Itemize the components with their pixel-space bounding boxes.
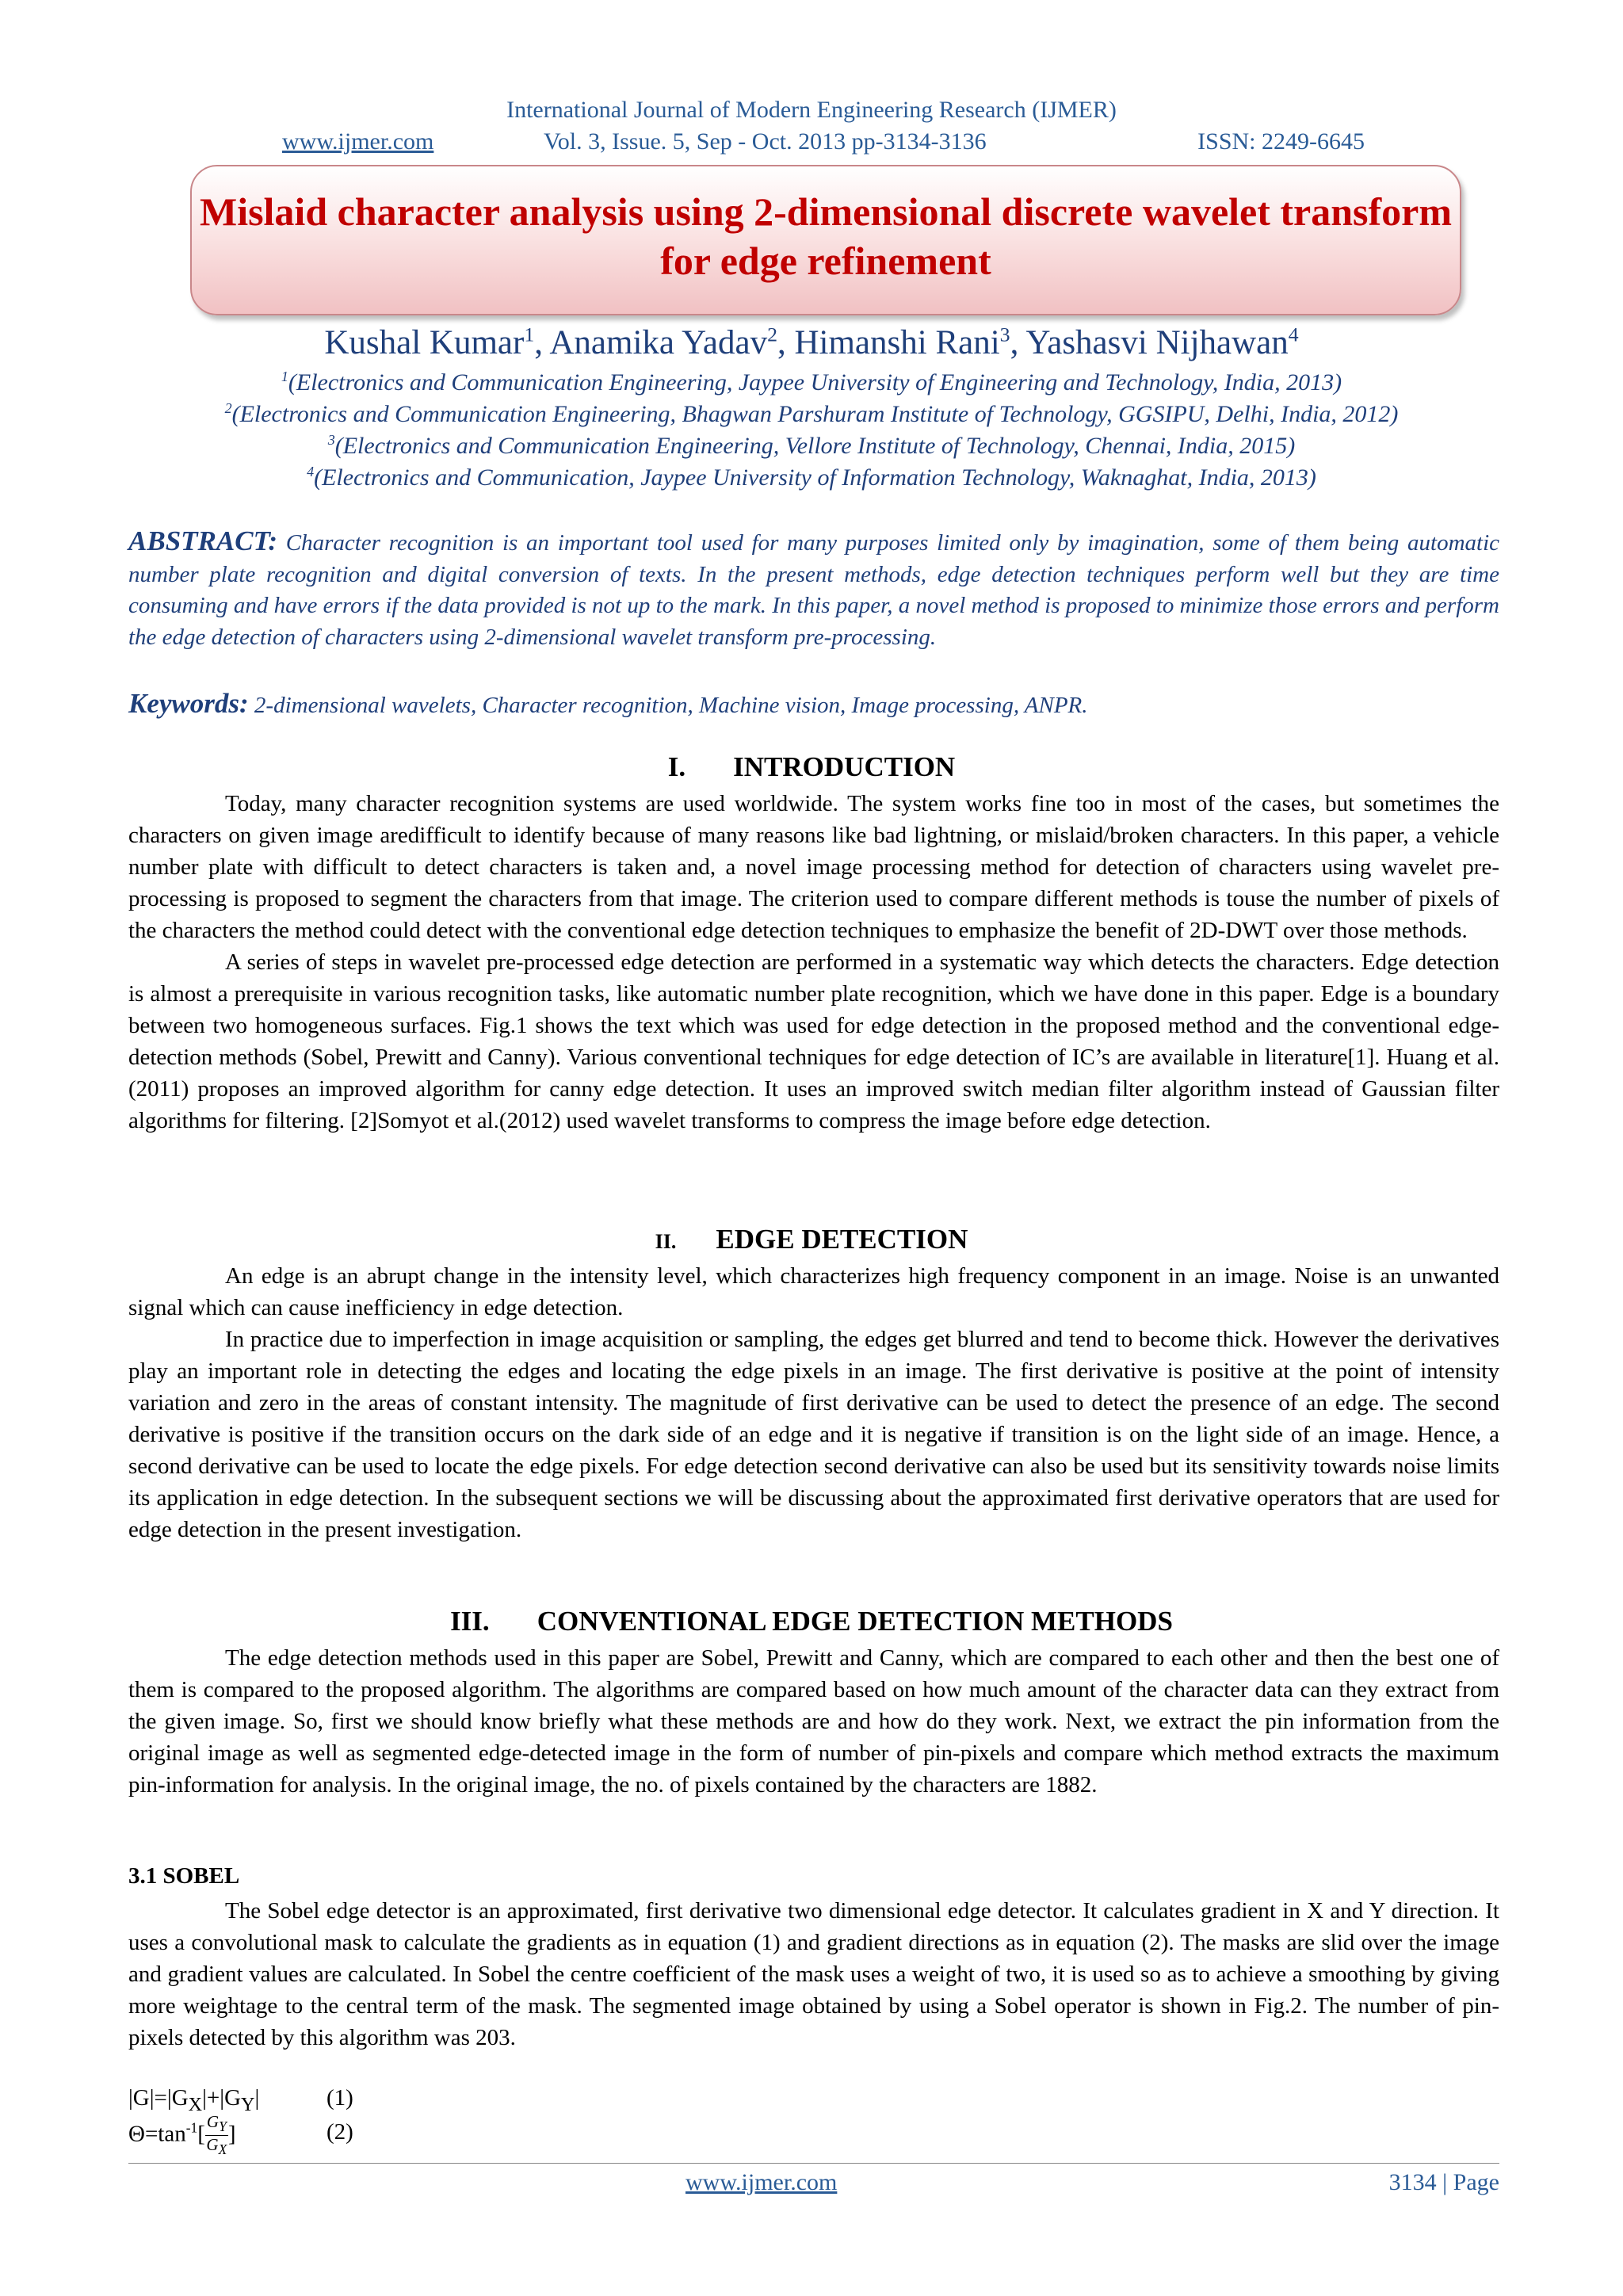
footer-url-link[interactable]: www.ijmer.com [685, 2169, 838, 2195]
section-title: EDGE DETECTION [716, 1224, 968, 1255]
author-sup: 2 [767, 323, 777, 346]
affiliation [0, 433, 1623, 460]
keywords [128, 688, 1499, 722]
affiliation [0, 401, 1623, 428]
keywords-text: 2-dimensional wavelets, Character recognition, Machine vision, Image processing, ANPR. [254, 693, 1088, 718]
affiliation-text: (Electronics and Communication Engineering, Jaypee University of Engineering and Technology, India, 2013) [288, 369, 1342, 395]
section-body [128, 1260, 1499, 1545]
affiliation-text: (Electronics and Communication, Jaypee University of Information Technology, Waknaghat, India, 2013) [314, 464, 1316, 491]
section-body [128, 1642, 1499, 1801]
section-heading [0, 1224, 1623, 1255]
affiliation-text: (Electronics and Communication Engineering, Vellore Institute of Technology, Chennai, India, 2015) [334, 433, 1296, 459]
affiliation-sup: 2 [224, 400, 232, 416]
header-line [282, 128, 1365, 160]
paragraph: An edge is an abrupt change in the intensity level, which characterizes high frequency component in an image. Noise is an unwanted signal which can cause inefficiency in edge detection. [128, 1263, 1499, 1320]
affiliation-sup: 3 [327, 432, 335, 448]
paragraph: Today, many character recognition systems are used worldwide. The system works fine too in most of the cases, but sometimes the characters on given image aredifficult to identify because of many reasons like bad lightning, or mislaid/broken characters. In this paper, a vehicle number plate with difficult to detect characters is taken and, a novel image processing method for detection of characters using wavelet pre-processing is proposed to segment the characters from that image. The criterion used to compare different methods is touse the number of pixels of the characters the method could detect with the conventional edge detection techniques to emphasize the benefit of 2D-DWT over those methods. [128, 791, 1499, 943]
affiliation [0, 369, 1623, 396]
footer-divider [128, 2163, 1499, 2164]
author-sup: 3 [999, 323, 1010, 346]
header-issn: ISSN: 2249-6645 [1197, 128, 1365, 155]
header-volume: Vol. 3, Issue. 5, Sep - Oct. 2013 pp-3134-3136 [544, 128, 987, 155]
paragraph: In practice due to imperfection in image acquisition or sampling, the edges get blurred and tend to become thick. However the derivatives play an important role in detecting the edges and locating the edge pixels in an image. The first derivative is positive at the point of intensity variation and zero in the areas of constant intensity. The magnitude of first derivative can be used to detect the presence of an edge. The second derivative is positive if the transition occurs on the dark side of an edge and it is negative if transition is on the light side of an image. Hence, a second derivative can be used to locate the edge pixels. For edge detection second derivative can also be used but its sensitivity towards noise limits its application in edge detection. In the subsequent sections we will be discussing about the approximated first derivative operators that are used for edge detection in the present investigation. [128, 1327, 1499, 1542]
title-box [190, 165, 1461, 315]
author-sup: 1 [524, 323, 535, 346]
author-name: Anamika Yadav [549, 324, 768, 361]
affiliation-sup: 1 [281, 369, 288, 384]
paragraph: The edge detection methods used in this paper are Sobel, Prewitt and Canny, which are compared to each other and then the best one of them is compared to the proposed algorithm. The algorithms are compared based on how much amount of the character data can they extract from the given image. So, first we should know briefly what these methods are and how do they work. Next, we extract the pin information from the original image as well as segmented edge-detected image in the form of number of pin-pixels and compare which method extracts the maximum pin-information for analysis. In the original image, the no. of pixels contained by the characters are 1882. [128, 1645, 1499, 1797]
subsection-body [128, 1895, 1499, 2053]
subsection-title: 3.1 SOBEL [128, 1863, 240, 1889]
page-number: 3134 | Page [1388, 2169, 1499, 2195]
author-list: Kushal Kumar$^1$, Anamika Yadav$^2$, Himanshi Rani$^3$, Yashasvi Nijhawan$^4$ [324, 323, 1299, 361]
paragraph: A series of steps in wavelet pre-processed edge detection are performed in a systematic way which detects the characters. Edge detection is almost a prerequisite in various recognition tasks, like automatic number plate recognition, which we have done in this paper. Edge is a boundary between two homogeneous surfaces. Fig.1 shows the text which was used for edge detection in the proposed method and the conventional edge-detection methods (Sobel, Prewitt and Canny). Various conventional techniques for edge detection of IC’s are available in literature[1]. Huang et al. (2011) proposes an improved algorithm for canny edge detection. It uses an improved switch median filter algorithm instead of Gaussian filter algorithms for filtering. [2]Somyot et al.(2012) used wavelet transforms to compress the image before edge detection. [128, 949, 1499, 1133]
abstract-label: ABSTRACT: [128, 525, 278, 556]
section-number: I. [667, 751, 686, 782]
equation-2: $\Theta=\tan^{-1}$[ $\frac{G_Y}{G_X}$] (2) [128, 2112, 353, 2158]
journal-name: International Journal of Modern Engineering Research (IJMER) [506, 97, 1117, 123]
abstract [128, 525, 1499, 653]
equation-1: $|G|=|G_X|+|G_Y|$ (1) [128, 2085, 353, 2115]
affiliation-text: (Electronics and Communication Engineering, Bhagwan Parshuram Institute of Technology, GGSIPU, Delhi, India, 2012) [231, 401, 1399, 427]
equation-number: (2) [327, 2119, 353, 2145]
section-heading [0, 1606, 1623, 1637]
author-sup: 4 [1288, 323, 1299, 346]
header-url-link[interactable]: www.ijmer.com [282, 128, 434, 155]
author-name: Yashasvi Nijhawan [1025, 324, 1289, 361]
affiliation [0, 464, 1623, 491]
section-title: INTRODUCTION [733, 751, 956, 782]
section-body [128, 788, 1499, 1137]
section-heading [0, 751, 1623, 783]
paragraph: The Sobel edge detector is an approximated, first derivative two dimensional edge detector. It calculates gradient in X and Y direction. It uses a convolutional mask to calculate the gradients as in equation (1) and gradient directions as in equation (2). The masks are slid over the image and gradient values are calculated. In Sobel the centre coefficient of the mask uses a weight of two, it is used so as to achieve a smoothing by giving more weightage to the central term of the mask. The segmented image obtained by using a Sobel operator is shown in Fig.2. The number of pin-pixels detected by this algorithm was 203. [128, 1898, 1499, 2050]
keywords-label: Keywords: [128, 688, 249, 719]
author-name: Kushal Kumar [324, 324, 525, 361]
paper-title: Mislaid character analysis using 2-dimensional discrete wavelet transform for edge refinement [200, 189, 1452, 283]
author-name: Himanshi Rani [794, 324, 1000, 361]
affiliation-sup: 4 [307, 464, 315, 479]
equation-number: (1) [327, 2085, 353, 2111]
section-number: III. [450, 1606, 490, 1637]
section-number: II. [655, 1230, 677, 1253]
abstract-text: Character recognition is an important tool used for many purposes limited only by imagination, some of them being automatic number plate recognition and digital conversion of texts. In the present methods, edge detection techniques perform well but they are time consuming and have errors if the data provided is not up to the mark. In this paper, a novel method is proposed to minimize those errors and perform the edge detection of characters using 2-dimensional wavelet transform pre-processing. [128, 530, 1499, 650]
section-title: CONVENTIONAL EDGE DETECTION METHODS [537, 1606, 1173, 1637]
